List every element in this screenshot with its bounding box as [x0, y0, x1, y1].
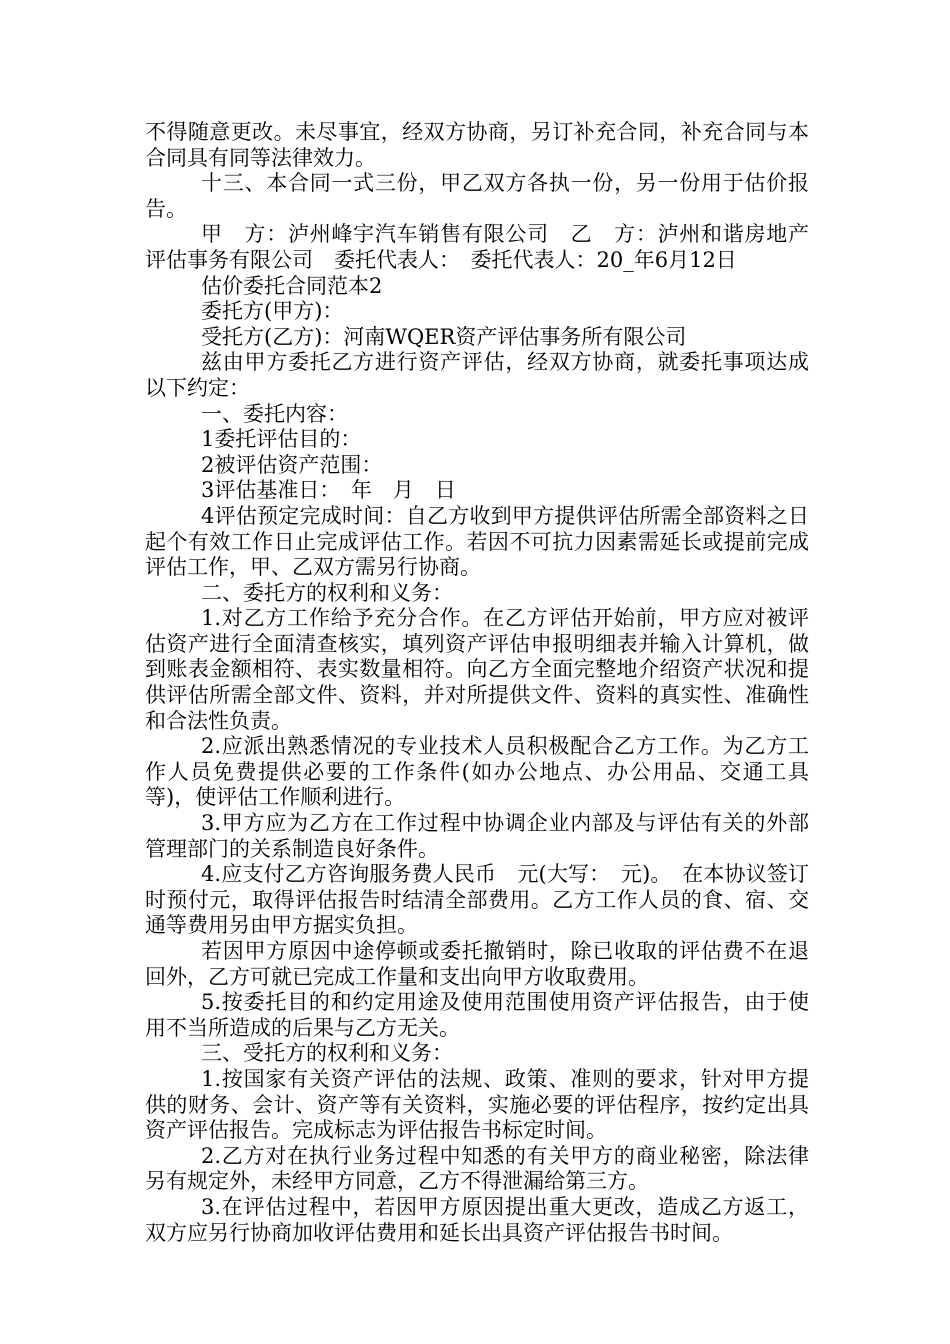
paragraph-12: 4评估预定完成时间：自乙方收到甲方提供评估所需全部资料之日起个有效工作日止完成评估工作。若因不可抗力因素需延长或提前完成评估工作，甲、乙双方需另行协商。	[145, 503, 809, 580]
paragraph-6: 受托方(乙方)：河南WQER资产评估事务所有限公司	[201, 324, 687, 349]
paragraph-7: 兹由甲方委托乙方进行资产评估，经双方协商，就委托事项达成以下约定：	[145, 350, 809, 400]
paragraph-10: 2被评估资产范围：	[201, 452, 383, 477]
paragraph-20: 三、受托方的权利和义务：	[201, 1041, 453, 1066]
paragraph-17: 4.应支付乙方咨询服务费人民币 元(大写： 元)。 在本协议签订时预付元，取得评估报告时结清全部费用。乙方工作人员的食、宿、交通等费用另由甲方据实负担。	[145, 862, 809, 938]
paragraph-9: 1委托评估目的：	[201, 427, 362, 452]
paragraph-15: 2.应派出熟悉情况的专业技术人员积极配合乙方工作。为乙方工作人员免费提供必要的工作条件(如办公地点、办公用品、交通工具等)，使评估工作顺利进行。	[145, 734, 809, 810]
paragraph-4: 估价委托合同范本2	[201, 273, 383, 298]
paragraph-3: 甲 方：泸州峰宇汽车销售有限公司 乙 方：泸州和谐房地产评估事务有限公司 委托代表人： 委托代表人：20_年6月12日	[145, 222, 809, 272]
paragraph-8: 一、委托内容：	[201, 401, 348, 426]
paragraph-11: 3评估基准日： 年 月 日	[201, 478, 456, 503]
paragraph-14: 1.对乙方工作给予充分合作。在乙方评估开始前，甲方应对被评估资产进行全面清查核实，填列资产评估申报明细表并输入计算机，做到账表金额相符、表实数量相符。向乙方全面完整地介绍资产状况和提供评估所需全部文件、资料，并对所提供文件、资料的真实性、准确性和合法性负责。	[145, 606, 809, 733]
paragraph-16: 3.甲方应为乙方在工作过程中协调企业内部及与评估有关的外部管理部门的关系制造良好条件。	[145, 811, 809, 861]
paragraph-22: 2.乙方对在执行业务过程中知悉的有关甲方的商业秘密，除法律另有规定外，未经甲方同意，乙方不得泄漏给第三方。	[145, 1143, 809, 1194]
paragraph-21: 1.按国家有关资产评估的法规、政策、准则的要求，针对甲方提供的财务、会计、资产等有关资料，实施必要的评估程序，按约定出具资产评估报告。完成标志为评估报告书标定时间。	[145, 1066, 809, 1143]
paragraph-13: 二、委托方的权利和义务：	[201, 580, 453, 605]
paragraph-18: 若因甲方原因中途停顿或委托撤销时，除已收取的评估费不在退回外，乙方可就已完成工作量和支出向甲方收取费用。	[145, 939, 809, 989]
document-body	[145, 120, 809, 1246]
paragraph-5: 委托方(甲方)：	[201, 299, 344, 324]
paragraph-23: 3.在评估过程中，若因甲方原因提出重大更改，造成乙方返工，双方应另行协商加收评估费用和延长出具资产评估报告书时间。	[145, 1194, 809, 1245]
paragraph-1: 不得随意更改。未尽事宜，经双方协商，另订补充合同，补充合同与本合同具有同等法律效力。	[145, 120, 809, 170]
paragraph-2: 十三、本合同一式三份，甲乙双方各执一份，另一份用于估价报告。	[145, 171, 809, 221]
paragraph-19: 5.按委托目的和约定用途及使用范围使用资产评估报告，由于使用不当所造成的后果与乙方无关。	[145, 990, 809, 1040]
